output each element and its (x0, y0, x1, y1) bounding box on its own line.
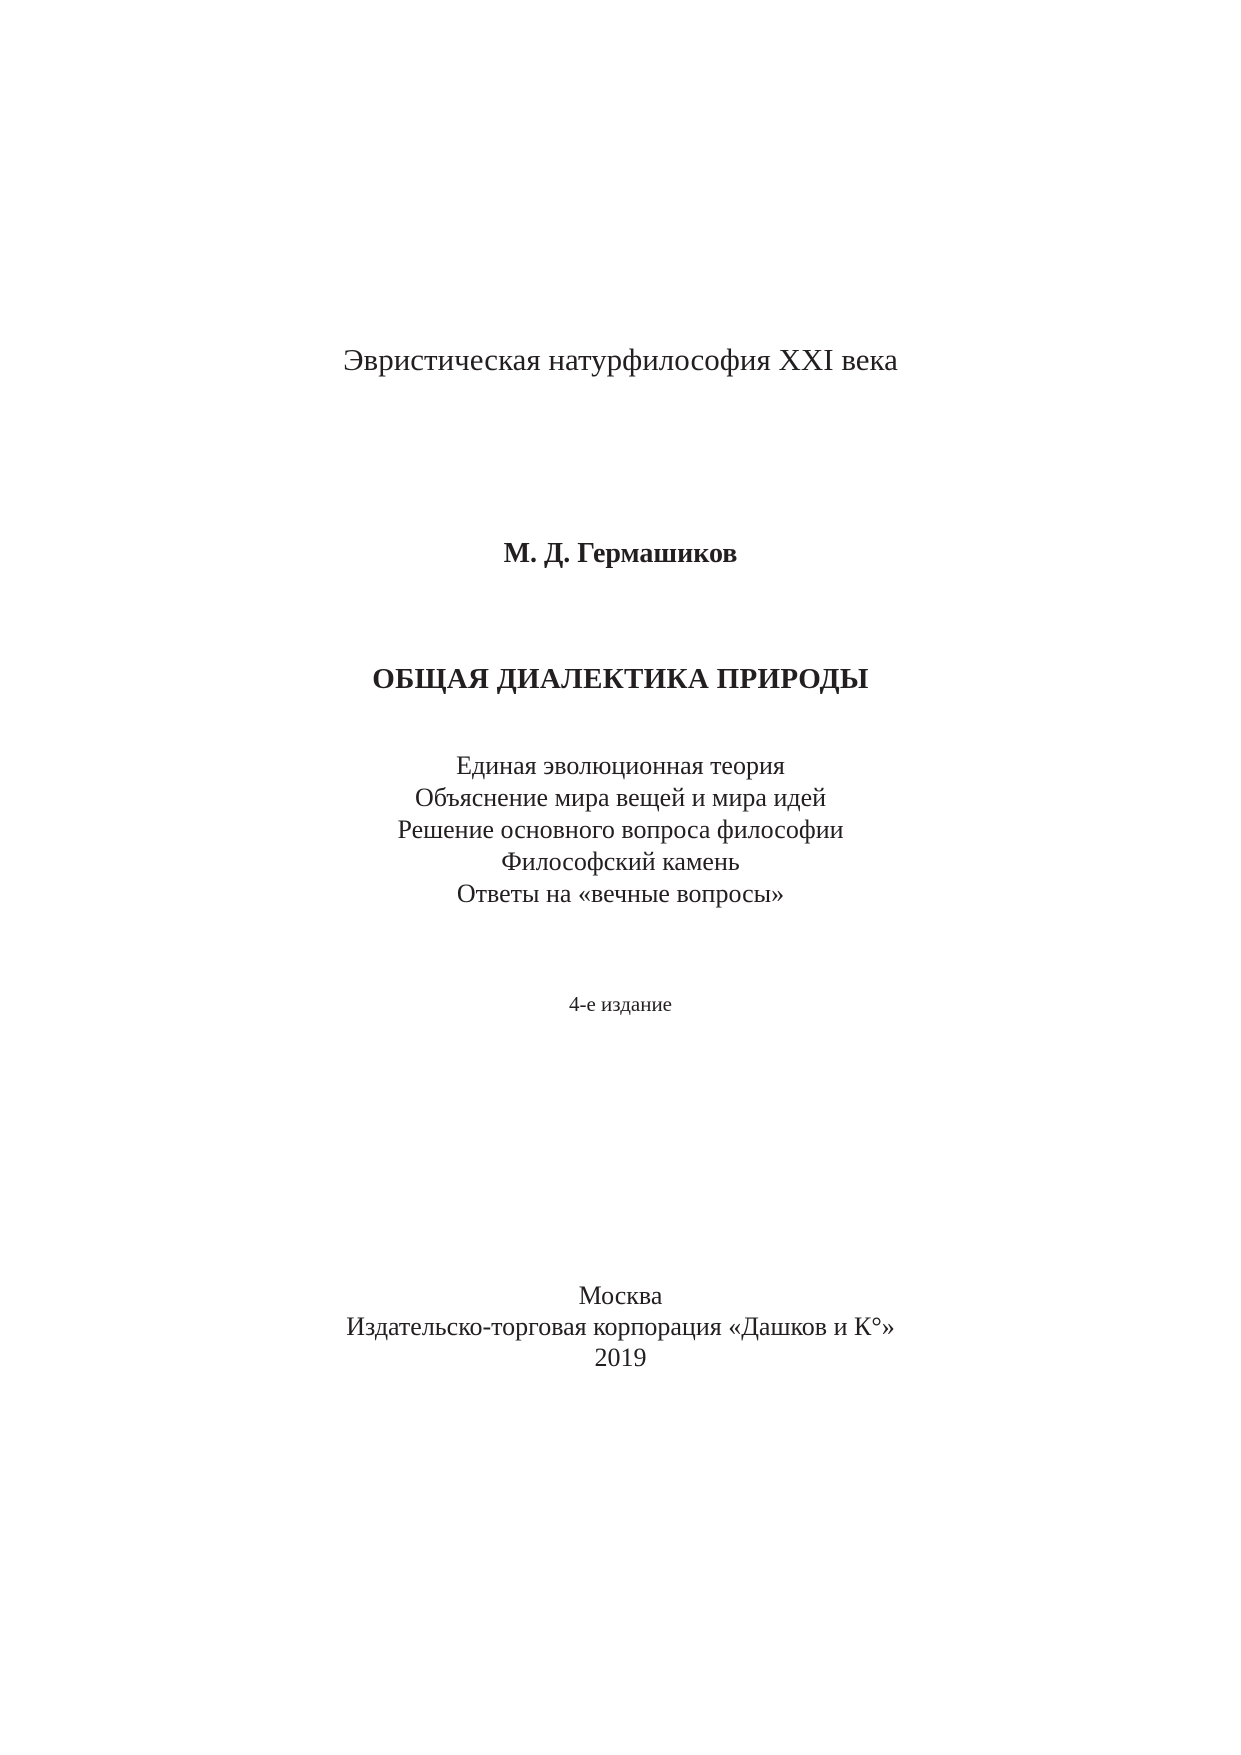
subtitle-line: Объяснение мира вещей и мира идей (414, 783, 827, 812)
subtitle-line: Решение основного вопроса философии (397, 815, 844, 844)
subtitle-line: Единая эволюционная теория (456, 751, 785, 780)
author-name: М. Д. Гермашиков (503, 538, 738, 569)
imprint (0, 1280, 1241, 1373)
subtitle-line: Ответы на «вечные вопросы» (456, 879, 785, 908)
subtitle-line: Философский камень (501, 847, 740, 876)
imprint-year: 2019 (594, 1343, 647, 1372)
subtitle-list (0, 750, 1241, 910)
book-title: ОБЩАЯ ДИАЛЕКТИКА ПРИРОДЫ (372, 663, 869, 695)
edition-note: 4-е издание (568, 992, 673, 1016)
imprint-city: Москва (578, 1281, 663, 1310)
imprint-publisher: Издательско-торговая корпорация «Дашков и К°» (346, 1312, 895, 1341)
series-title: Эвристическая натурфилософия XXI века (343, 342, 898, 377)
